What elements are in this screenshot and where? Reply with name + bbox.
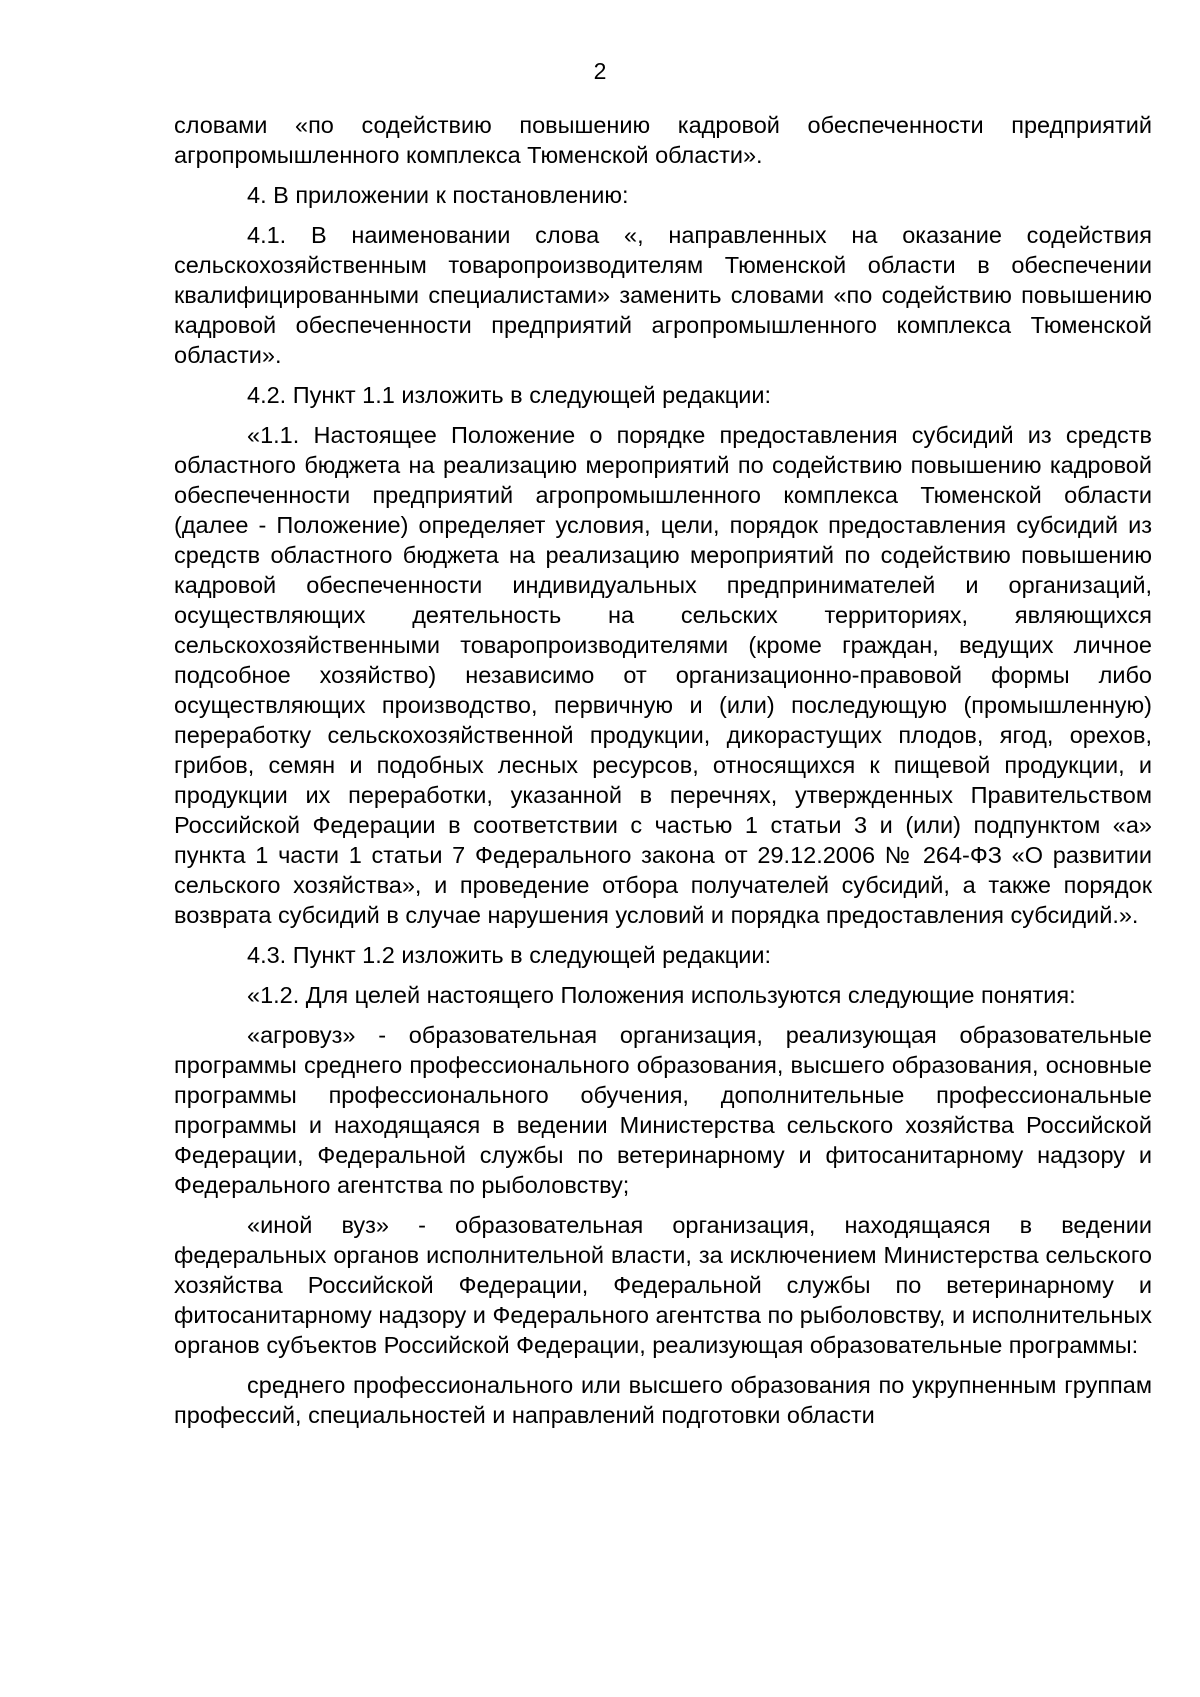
paragraph-clause-1-1: «1.1. Настоящее Положение о порядке предоставления субсидий из средств областного бюджета на реализацию мероприятий по содействию повышению кадровой обеспеченности предприятий агропромышленного комплекса Тюменской области (далее - Положение) определяет условия, цели, порядок предоставления субсидий из средств областного бюджета на реализацию мероприятий по содействию повышению кадровой обеспеченности индивидуальных предпринимателей и организаций, осуществляющих деятельность на сельских территориях, являющихся сельскохозяйственными товаропроизводителями (кроме граждан, ведущих личное подсобное хозяйство) независимо от организационно-правовой формы либо осуществляющих производство, первичную и (или) последующую (промышленную) переработку сельскохозяйственной продукции, дикорастущих плодов, ягод, орехов, грибов, семян и подобных лесных ресурсов, относящихся к пищевой продукции, и продукции их переработки, указанной в перечнях, утвержденных Правительством Российской Федерации в соответствии с частью 1 статьи 3 и (или) подпунктом «а» пункта 1 части 1 статьи 7 Федерального закона от 29.12.2006 № 264-ФЗ «О развитии сельского хозяйства», и проведение отбора получателей субсидий, а также порядок возврата субсидий в случае нарушения условий и порядка предоставления субсидий.». bbox=[174, 422, 1152, 928]
paragraph-definition-agrovuz: «агровуз» - образовательная организация, реализующая образовательные программы среднего профессионального образования, высшего образования, основные программы профессионального обучения, дополнительные профессиональные программы и находящаяся в ведении Министерства сельского хозяйства Российской Федерации, Федеральной службы по ветеринарному и фитосанитарному надзору и Федерального агентства по рыболовству; bbox=[174, 1022, 1152, 1198]
paragraph-item-4-2: 4.2. Пункт 1.1 изложить в следующей редакции: bbox=[247, 382, 772, 408]
paragraph-education-programs: среднего профессионального или высшего образования по укрупненным группам профессий, специальностей и направлений подготовки области bbox=[174, 1372, 1152, 1428]
paragraph-item-4: 4. В приложении к постановлению: bbox=[247, 182, 629, 208]
document-body bbox=[174, 110, 1152, 1440]
paragraph-clause-1-2: «1.2. Для целей настоящего Положения используются следующие понятия: bbox=[247, 982, 1076, 1008]
paragraph-definition-inoy-vuz: «иной вуз» - образовательная организация, находящаяся в ведении федеральных органов исполнительной власти, за исключением Министерства сельского хозяйства Российской Федерации, Федеральной службы по ветеринарному и фитосанитарному надзору и Федерального агентства по рыболовству, и исполнительных органов субъектов Российской Федерации, реализующая образовательные программы: bbox=[174, 1212, 1152, 1358]
paragraph-item-4-3: 4.3. Пункт 1.2 изложить в следующей редакции: bbox=[247, 942, 772, 968]
paragraph-item-4-1: 4.1. В наименовании слова «, направленных на оказание содействия сельскохозяйственным товаропроизводителям Тюменской области в обеспечении квалифицированными специалистами» заменить словами «по содействию повышению кадровой обеспеченности предприятий агропромышленного комплекса Тюменской области». bbox=[174, 222, 1152, 368]
paragraph-continuation: словами «по содействию повышению кадровой обеспеченности предприятий агропромышленного комплекса Тюменской области». bbox=[174, 112, 1152, 168]
page-number: 2 bbox=[593, 58, 607, 84]
